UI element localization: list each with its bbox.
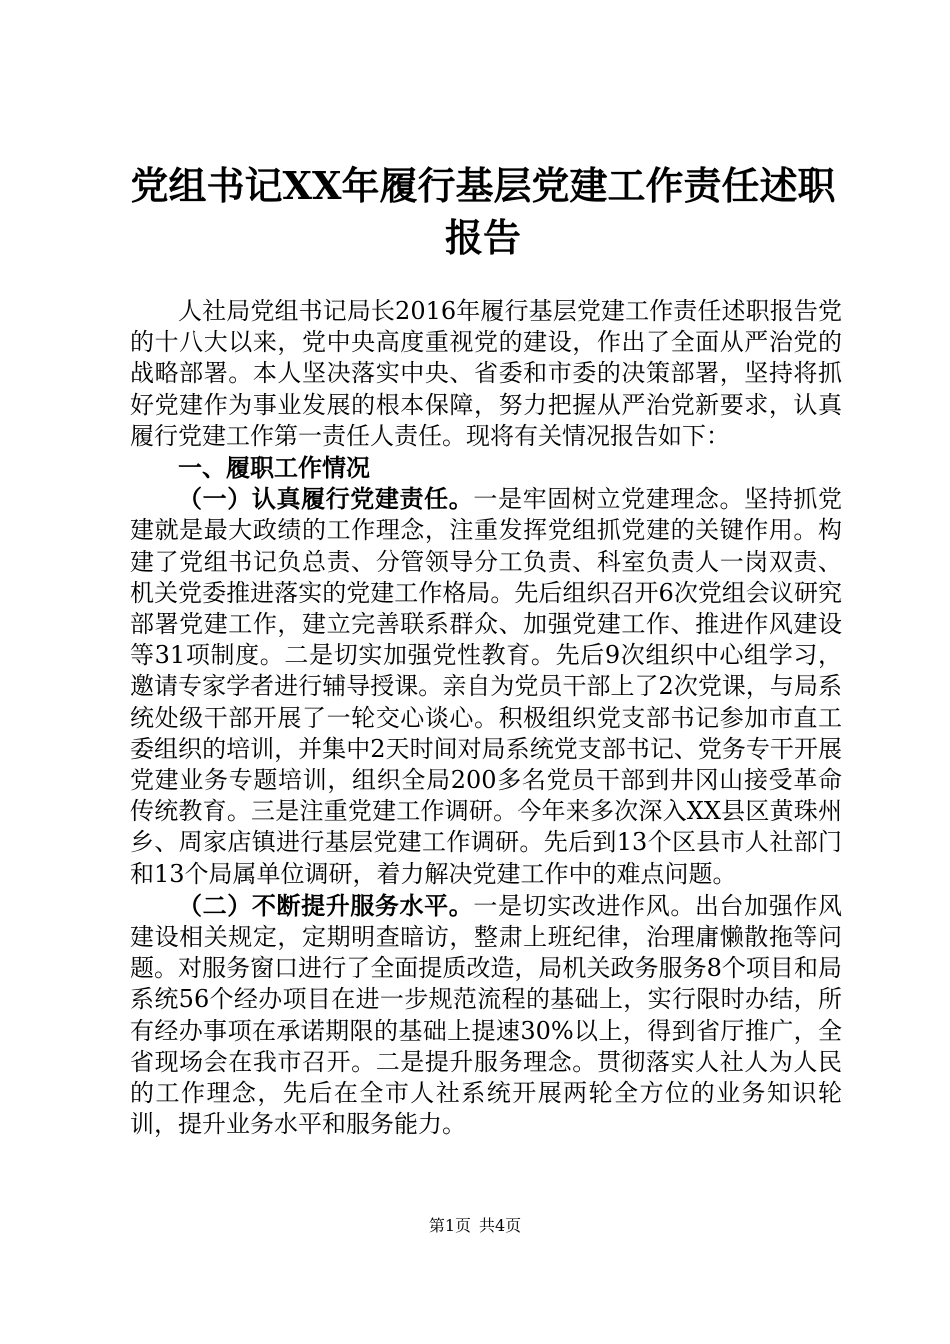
subsection-party-building-paragraph [130, 483, 842, 890]
document-title: 党组书记XX年履行基层党建工作责任述职报告 [130, 163, 836, 260]
page-number-total: 共4页 [479, 1216, 522, 1235]
subsection-party-building-text: 一是牢固树立党建理念。坚持抓党建就是最大政绩的工作理念，注重发挥党组抓党建的关键作用。构建了党组书记负总责、分管领导分工负责、科室负责人一岗双责、机关党委推进落实的党建工作格局。先后组织召开6次党组会议研究部署党建工作，建立完善联系群众、加强党建工作、推进作风建设等31项制度。二是切实加强党性教育。先后9次组织中心组学习，邀请专家学者进行辅导授课。亲自为党员干部上了2次党课，与局系统处级干部开展了一轮交心谈心。积极组织党支部书记参加市直工委组织的培训，并集中2天时间对局系统党支部书记、党务专干开展党建业务专题培训，组织全局200多名党员干部到井冈山接受革命传统教育。三是注重党建工作调研。今年来多次深入XX县区黄珠州乡、周家店镇进行基层党建工作调研。先后到13个区县市人社部门和13个局属单位调研，着力解决党建工作中的难点问题。 [130, 485, 843, 888]
subsection-service-paragraph [130, 890, 842, 1141]
page-number-current: 第1页 [428, 1216, 471, 1235]
page-footer [0, 1215, 950, 1237]
subsection-party-building-heading: （一）认真履行党建责任。 [178, 484, 474, 514]
document-body [130, 296, 842, 1140]
section-heading-performance: 一、履职工作情况 [178, 453, 370, 483]
subsection-service-text: 一是切实改进作风。出台加强作风建设相关规定，定期明查暗访，整肃上班纪律，治理庸懒散拖等问题。对服务窗口进行了全面提质改造，局机关政务服务8个项目和局系统56个经办项目在进一步规范流程的基础上，实行限时办结，所有经办事项在承诺期限的基础上提速30%以上，得到省厅推广，全省现场会在我市召开。二是提升服务理念。贯彻落实人社人为人民的工作理念，先后在全市人社系统开展两轮全方位的业务知识轮训，提升业务水平和服务能力。 [130, 891, 843, 1139]
intro-paragraph: 人社局党组书记局长2016年履行基层党建工作责任述职报告党的十八大以来，党中央高度重视党的建设，作出了全面从严治党的战略部署。本人坚决落实中央、省委和市委的决策部署，坚持将抓好党建作为事业发展的根本保障，努力把握从严治党新要求，认真履行党建工作第一责任人责任。现将有关情况报告如下： [130, 297, 842, 450]
subsection-service-heading: （二）不断提升服务水平。 [178, 890, 474, 920]
